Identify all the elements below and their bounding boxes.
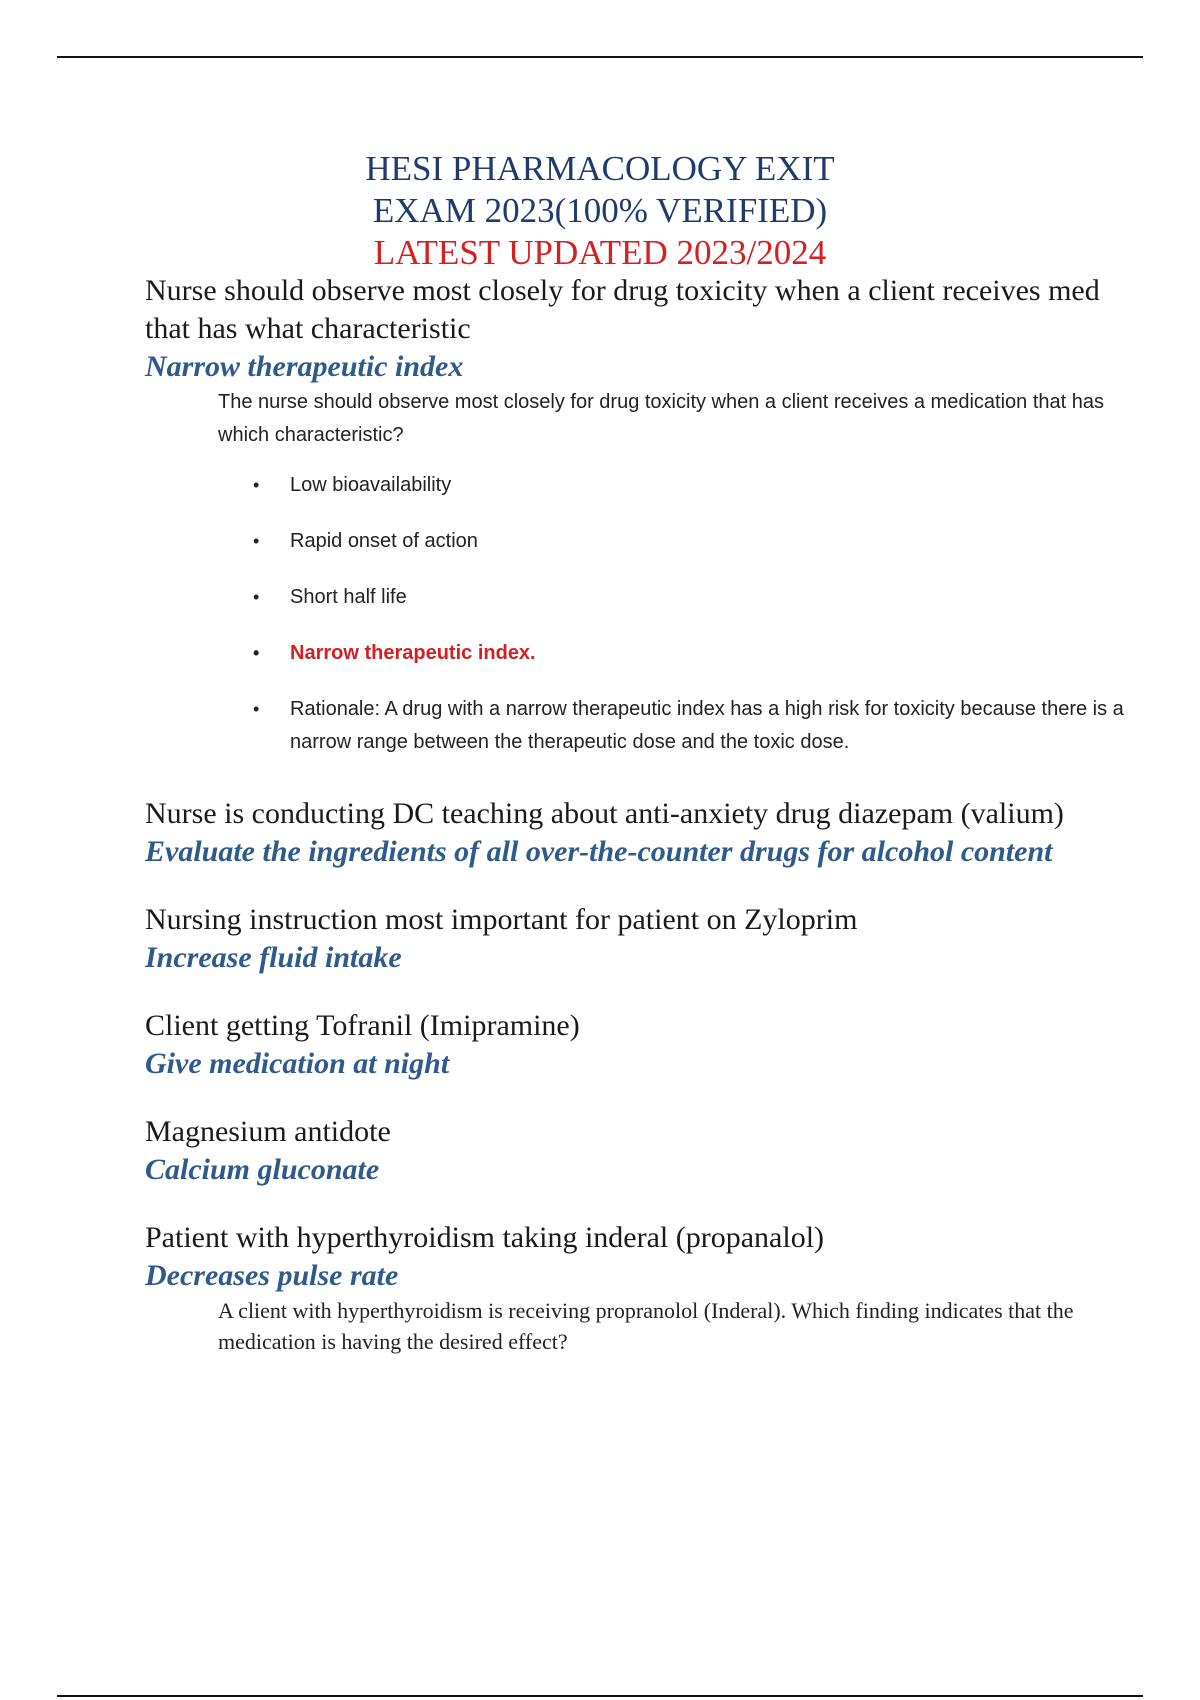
question-text: Patient with hyperthyroidism taking inderal (propanalol): [145, 1221, 825, 1254]
rationale-item: • Rationale: A drug with a narrow therapeutic index has a high risk for toxicity because there is a narrow range between the therapeutic dose and the toxic dose.: [290, 693, 1145, 759]
qa-item-zyloprim: [145, 901, 1145, 977]
top-divider: [57, 56, 1143, 58]
answer-text: Narrow therapeutic index: [145, 350, 464, 383]
answer-text: Increase fluid intake: [145, 941, 402, 974]
question-text: Nursing instruction most important for patient on Zyloprim: [145, 903, 858, 936]
answer-text: Give medication at night: [145, 1047, 450, 1080]
answer-text: Evaluate the ingredients of all over-the-counter drugs for alcohol content: [145, 835, 1053, 868]
qa-item-diazepam: [145, 795, 1145, 871]
question-text: Magnesium antidote: [145, 1115, 391, 1148]
question-detail: [218, 386, 1145, 759]
bottom-divider: [57, 1695, 1143, 1697]
question-text: Nurse should observe most closely for drug toxicity when a client receives med that has what characteristic: [145, 274, 1100, 345]
option-item: • Short half life: [290, 581, 1145, 614]
detail-stem: The nurse should observe most closely for drug toxicity when a client receives a medication that has which characteristic?: [218, 391, 1104, 446]
question-text: Client getting Tofranil (Imipramine): [145, 1009, 580, 1042]
qa-item-inderal: [145, 1219, 1145, 1357]
option-item: • Rapid onset of action: [290, 525, 1145, 558]
qa-item-toxicity: [145, 272, 1145, 759]
qa-item-magnesium: [145, 1113, 1145, 1189]
option-item: • Low bioavailability: [290, 469, 1145, 502]
option-item-correct: • Narrow therapeutic index.: [290, 637, 1145, 670]
title-line-2: EXAM 2023(100% VERIFIED): [372, 191, 828, 230]
title-line-updated: LATEST UPDATED 2023/2024: [373, 233, 827, 272]
title-line-1: HESI PHARMACOLOGY EXIT: [365, 149, 835, 188]
option-list: [218, 469, 1145, 759]
document-title: [0, 148, 1200, 274]
answer-text: Calcium gluconate: [145, 1153, 380, 1186]
answer-text: Decreases pulse rate: [145, 1259, 399, 1292]
question-text: Nurse is conducting DC teaching about anti-anxiety drug diazepam (valium): [145, 797, 1064, 830]
qa-item-tofranil: [145, 1007, 1145, 1083]
question-note: A client with hyperthyroidism is receiving propranolol (Inderal). Which finding indicates that the medication is having the desired effect?: [218, 1298, 1074, 1354]
qa-list: [145, 272, 1145, 1357]
